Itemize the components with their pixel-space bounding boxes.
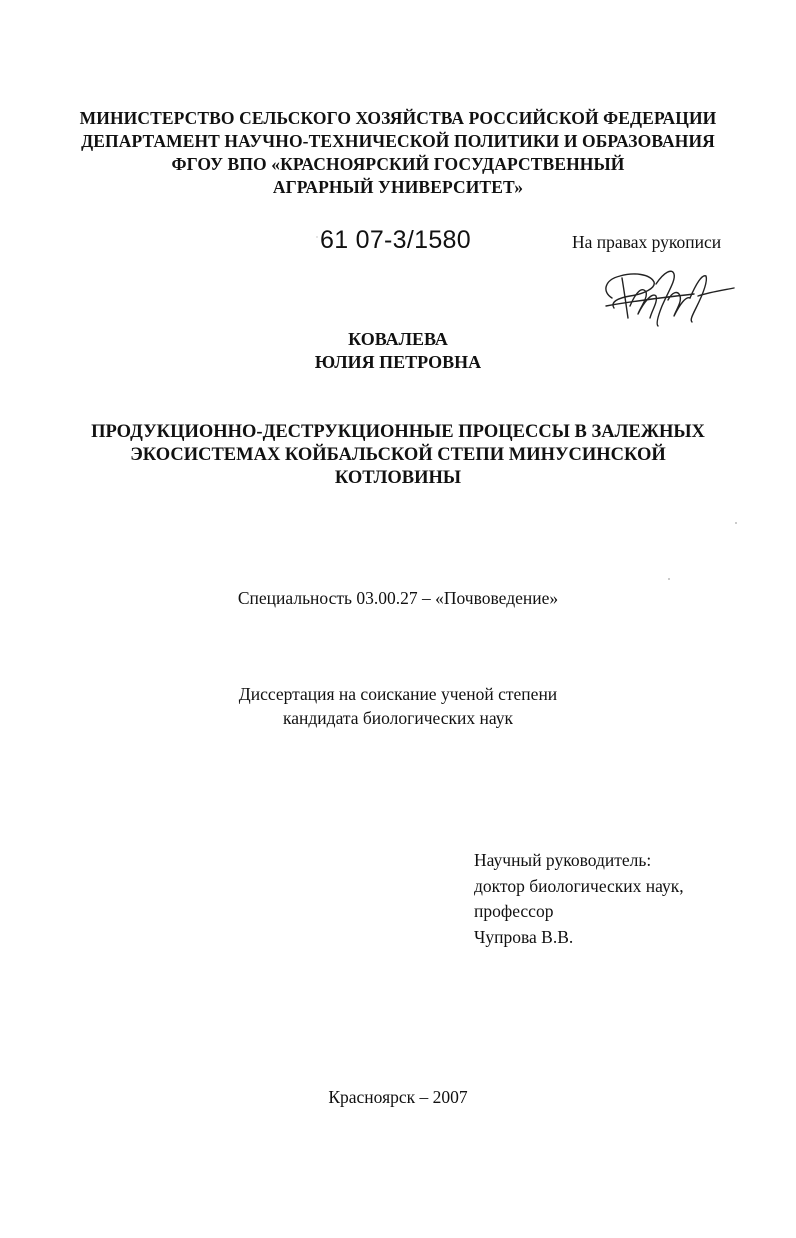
- scan-speck: [316, 236, 318, 238]
- institution-line: ДЕПАРТАМЕНТ НАУЧНО-ТЕХНИЧЕСКОЙ ПОЛИТИКИ И ОБРАЗОВАНИЯ: [81, 131, 715, 151]
- signature-icon: [598, 262, 738, 328]
- title-line: ЭКОСИСТЕМАХ КОЙБАЛЬСКОЙ СТЕПИ МИНУСИНСКОЙ: [130, 445, 666, 465]
- supervisor-line: профессор: [474, 901, 554, 921]
- institution-line: МИНИСТЕРСТВО СЕЛЬСКОГО ХОЗЯЙСТВА РОССИЙСКОЙ ФЕДЕРАЦИИ: [79, 108, 717, 128]
- scan-speck: [735, 522, 737, 524]
- supervisor-line: доктор биологических наук,: [474, 875, 684, 896]
- archive-number-stamp: 61 07-3/1580: [320, 226, 471, 254]
- author-given-names: ЮЛИЯ ПЕТРОВНА: [314, 352, 482, 372]
- supervisor-block: [474, 848, 684, 950]
- institution-line: ФГОУ ВПО «КРАСНОЯРСКИЙ ГОСУДАРСТВЕННЫЙ: [171, 154, 625, 174]
- degree-line: Диссертация на соискание ученой степени: [238, 684, 558, 704]
- author-name: [0, 328, 796, 374]
- author-surname: КОВАЛЕВА: [348, 329, 448, 349]
- city-year: Красноярск – 2007: [328, 1087, 468, 1107]
- dissertation-title: [0, 421, 796, 490]
- degree-line: кандидата биологических наук: [283, 708, 513, 728]
- institution-header: [0, 107, 796, 199]
- scan-speck: [668, 578, 670, 580]
- supervisor-line: Чупрова В.В.: [474, 926, 574, 947]
- supervisor-line: Научный руководитель:: [474, 850, 652, 870]
- title-line: КОТЛОВИНЫ: [334, 468, 462, 488]
- specialty-line: Специальность 03.00.27 – «Почвоведение»: [237, 588, 559, 608]
- title-line: ПРОДУКЦИОННО-ДЕСТРУКЦИОННЫЕ ПРОЦЕССЫ В ЗАЛЕЖНЫХ: [91, 422, 705, 442]
- degree-statement: [0, 682, 796, 730]
- institution-line: АГРАРНЫЙ УНИВЕРСИТЕТ»: [272, 177, 524, 197]
- manuscript-rights-note: На правах рукописи: [572, 232, 722, 252]
